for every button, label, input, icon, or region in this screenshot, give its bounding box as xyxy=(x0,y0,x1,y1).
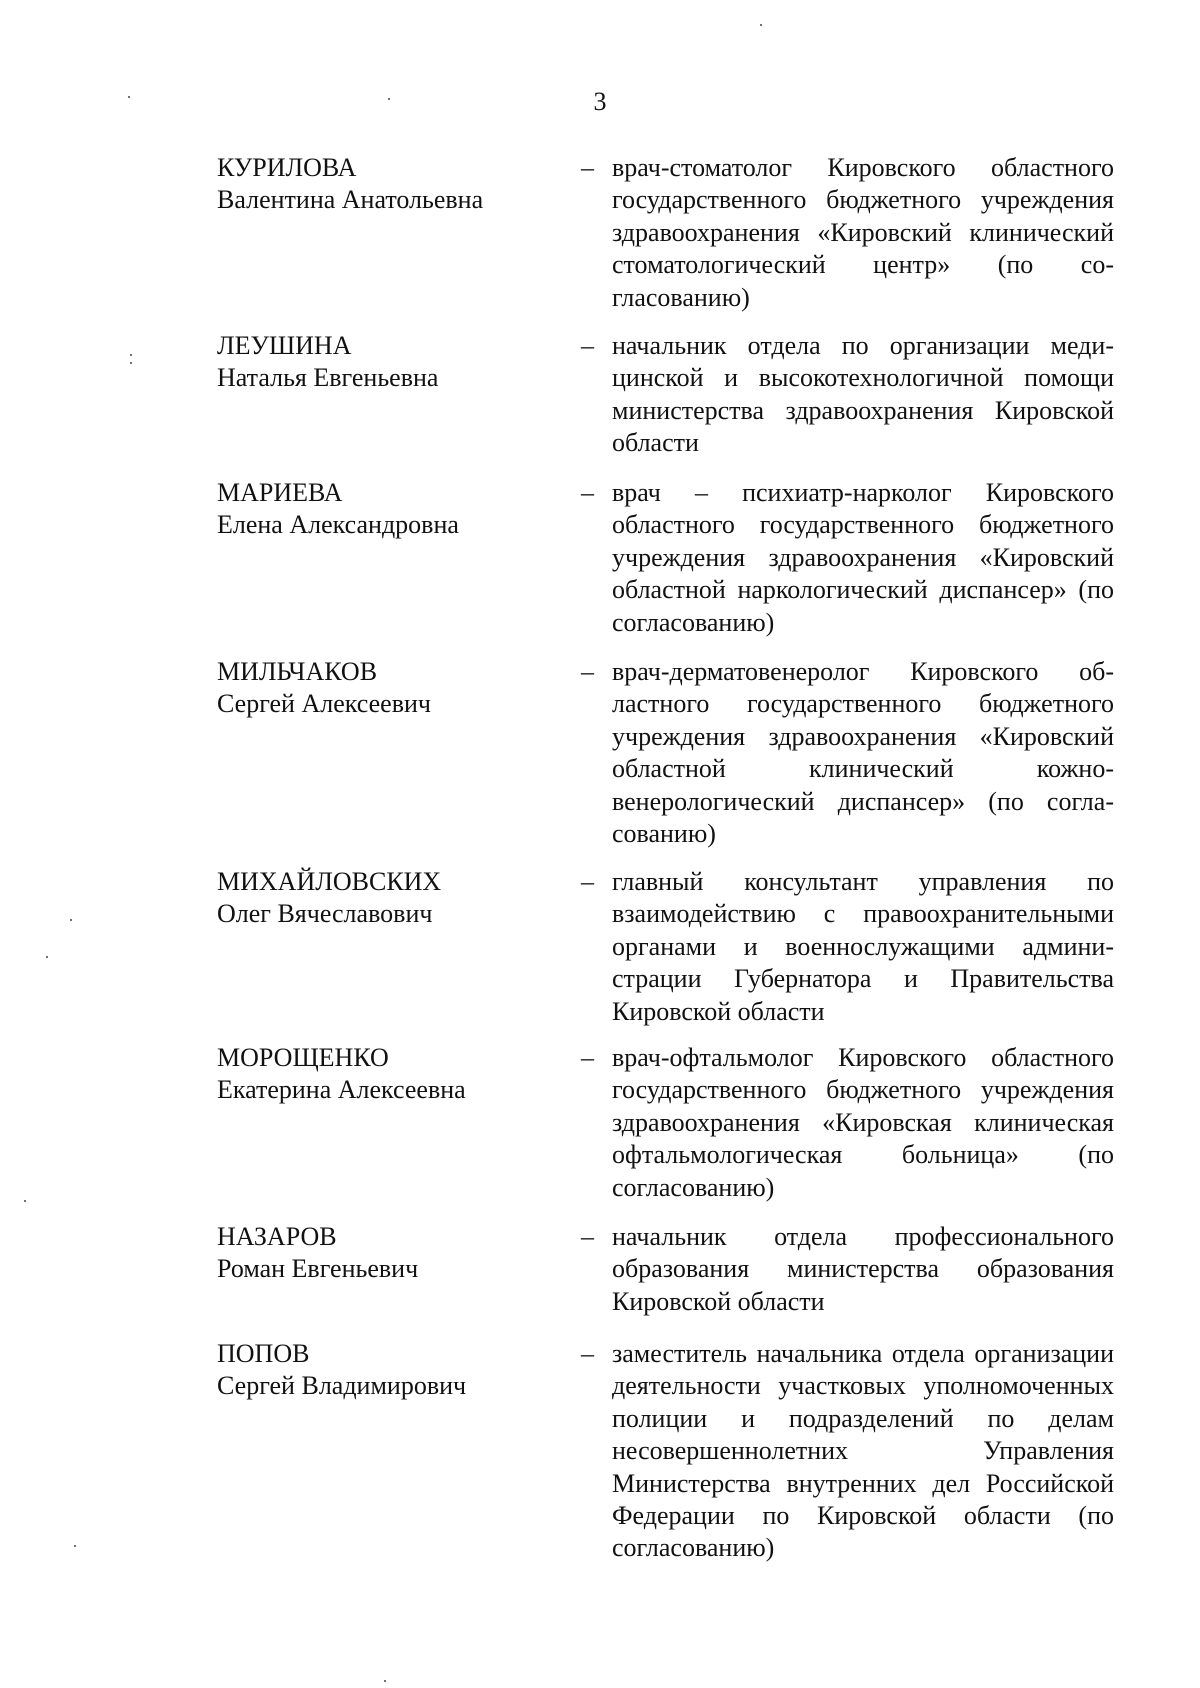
member-position: врач-дерматовенеролог Кировского областного государственного бюджетного учреждения здравоохранения «Кировский областной клинический кожно-венерологический диспансер» (по согласованию) xyxy=(612,657,1114,849)
member-given-name: Сергей Владимирович xyxy=(217,1371,467,1400)
separator-dash: – xyxy=(581,657,594,686)
member-position: начальник отдела по организации медицинской и высокотехнологичной помощи министерства здравоохранения Кировской области xyxy=(612,331,1114,458)
member-surname: МИЛЬЧАКОВ xyxy=(217,657,378,686)
scan-speck xyxy=(70,919,72,921)
member-given-name: Наталья Евгеньевна xyxy=(217,363,439,392)
scan-speck xyxy=(384,1680,386,1682)
member-given-name: Роман Евгеньевич xyxy=(217,1254,419,1283)
separator-dash: – xyxy=(581,1339,594,1368)
member-position: заместитель начальника отдела организации деятельности участковых уполномоченных полиции и подразделений по делам несовершеннолетних Управления Министерства внутренних дел Российской Федерации по Кировской области (по согласованию) xyxy=(612,1339,1114,1563)
member-position: врач-офтальмолог Кировского областного государственного бюджетного учреждения здравоохранения «Кировская клиническая офтальмологическая больница» (по согласованию) xyxy=(612,1043,1114,1202)
member-position: главный консультант управления по взаимодействию с правоохранительными органами и военнослужащими администрации Губернатора и Правительства Кировской области xyxy=(612,867,1114,1026)
member-name xyxy=(217,866,547,930)
member-given-name: Екатерина Алексеевна xyxy=(217,1075,466,1104)
member-name xyxy=(217,1042,547,1106)
member-surname: МОРОЩЕНКО xyxy=(217,1043,389,1072)
scan-speck xyxy=(130,354,132,356)
scan-speck xyxy=(388,98,390,100)
member-surname: НАЗАРОВ xyxy=(217,1222,337,1251)
member-given-name: Олег Вячеславович xyxy=(217,899,433,928)
member-given-name: Елена Александровна xyxy=(217,510,459,539)
member-name xyxy=(217,152,547,216)
member-position: врач – психиатр-нарколог Кировского областного государственного бюджетного учреждения здравоохранения «Кировский областной наркологический диспансер» (по согласованию) xyxy=(612,478,1114,637)
member-surname: КУРИЛОВА xyxy=(217,153,357,182)
member-given-name: Валентина Анатольевна xyxy=(217,185,484,214)
separator-dash: – xyxy=(581,331,594,360)
member-surname: МИХАЙЛОВСКИХ xyxy=(217,867,442,896)
member-position: врач-стоматолог Кировского областного государственного бюджетного учреждения здравоохранения «Кировский клинический стоматологический центр» (по согласованию) xyxy=(612,153,1114,312)
separator-dash: – xyxy=(581,867,594,896)
member-name xyxy=(217,330,547,394)
scan-speck xyxy=(760,24,762,26)
member-name xyxy=(217,1338,547,1402)
scan-speck xyxy=(128,96,130,98)
member-name xyxy=(217,656,547,720)
scan-speck xyxy=(24,1200,26,1202)
member-name xyxy=(217,477,547,541)
member-given-name: Сергей Алексеевич xyxy=(217,689,431,718)
separator-dash: – xyxy=(581,478,594,507)
page-number: 3 xyxy=(593,87,607,116)
separator-dash: – xyxy=(581,1222,594,1251)
member-surname: ПОПОВ xyxy=(217,1339,310,1368)
scan-speck xyxy=(130,362,132,364)
scan-speck xyxy=(74,1545,76,1547)
member-surname: МАРИЕВА xyxy=(217,478,343,507)
member-name xyxy=(217,1221,547,1285)
member-position: начальник отдела профессионального образования министерства образования Кировской области xyxy=(612,1222,1114,1316)
separator-dash: – xyxy=(581,1043,594,1072)
member-surname: ЛЕУШИНА xyxy=(217,331,352,360)
scan-speck xyxy=(46,956,48,958)
separator-dash: – xyxy=(581,153,594,182)
